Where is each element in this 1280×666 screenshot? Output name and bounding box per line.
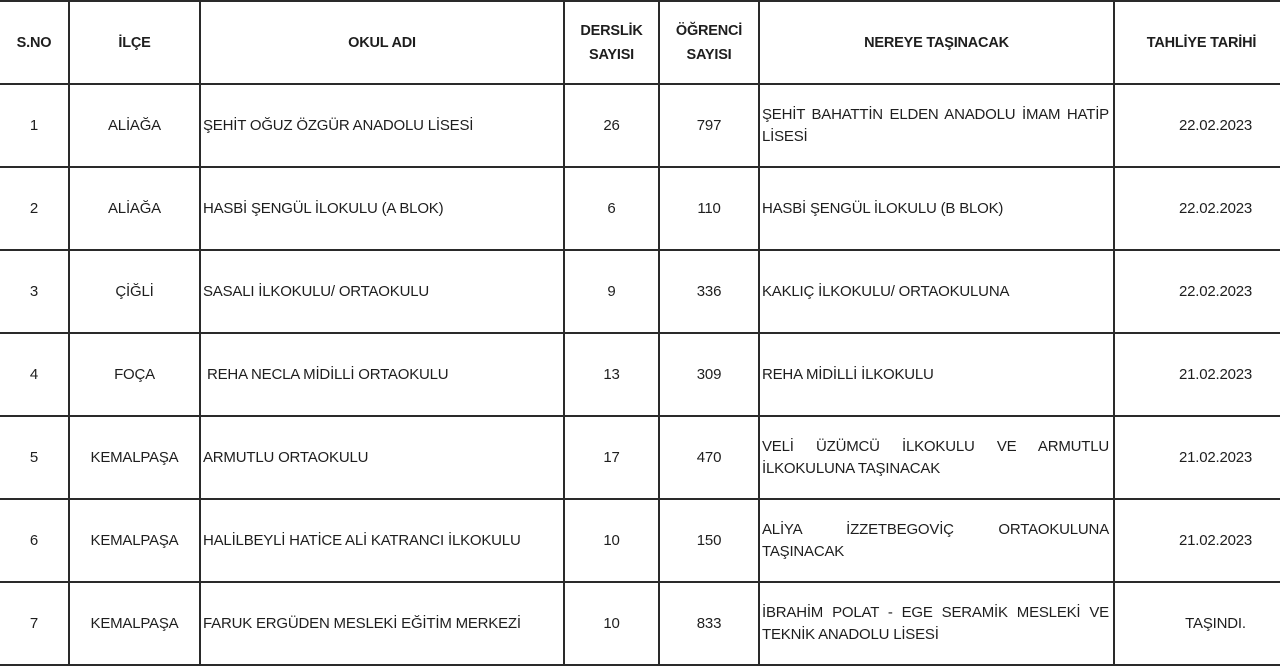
- cell-derslik: 26: [564, 84, 659, 167]
- cell-ogrenci: 470: [659, 416, 759, 499]
- header-nereye-tasinacak: NEREYE TAŞINACAK: [759, 1, 1114, 84]
- header-row: [0, 1, 1280, 84]
- cell-okul-adi: REHA NECLA MİDİLLİ ORTAOKULU: [200, 333, 564, 416]
- cell-nereye: HASBİ ŞENGÜL İLOKULU (B BLOK): [759, 167, 1114, 250]
- cell-okul-adi: HASBİ ŞENGÜL İLOKULU (A BLOK): [200, 167, 564, 250]
- cell-derslik: 17: [564, 416, 659, 499]
- table-row: [0, 582, 1280, 665]
- cell-ogrenci: 150: [659, 499, 759, 582]
- cell-derslik: 10: [564, 582, 659, 665]
- cell-okul-adi: ARMUTLU ORTAOKULU: [200, 416, 564, 499]
- header-ogrenci-line2: SAYISI: [686, 46, 732, 63]
- table-row: [0, 84, 1280, 167]
- table-row: [0, 333, 1280, 416]
- cell-ogrenci: 797: [659, 84, 759, 167]
- cell-okul-adi: ŞEHİT OĞUZ ÖZGÜR ANADOLU LİSESİ: [200, 84, 564, 167]
- cell-nereye: KAKLIÇ İLKOKULU/ ORTAOKULUNA: [759, 250, 1114, 333]
- cell-nereye: ALİYA İZZETBEGOVİÇ ORTAOKULUNA TAŞINACAK: [759, 499, 1114, 582]
- cell-derslik: 13: [564, 333, 659, 416]
- cell-nereye: İBRAHİM POLAT - EGE SERAMİK MESLEKİ VE TEKNİK ANADOLU LİSESİ: [759, 582, 1114, 665]
- cell-okul-adi: HALİLBEYLİ HATİCE ALİ KATRANCI İLKOKULU: [200, 499, 564, 582]
- cell-sno: 1: [0, 84, 69, 167]
- cell-nereye: REHA MİDİLLİ İLKOKULU: [759, 333, 1114, 416]
- cell-derslik: 9: [564, 250, 659, 333]
- cell-nereye: VELİ ÜZÜMCÜ İLKOKULU VE ARMUTLU İLKOKULUNA TAŞINACAK: [759, 416, 1114, 499]
- cell-tahliye: 21.02.2023: [1114, 416, 1280, 499]
- cell-sno: 4: [0, 333, 69, 416]
- cell-derslik: 10: [564, 499, 659, 582]
- header-ilce: İLÇE: [69, 1, 200, 84]
- cell-tahliye: 22.02.2023: [1114, 167, 1280, 250]
- cell-okul-adi: SASALI İLKOKULU/ ORTAOKULU: [200, 250, 564, 333]
- cell-ilce: KEMALPAŞA: [69, 582, 200, 665]
- cell-ilce: ÇİĞLİ: [69, 250, 200, 333]
- cell-sno: 6: [0, 499, 69, 582]
- header-ogrenci-line1: ÖĞRENCİ: [675, 22, 743, 39]
- cell-sno: 5: [0, 416, 69, 499]
- header-derslik-line2: SAYISI: [588, 46, 634, 63]
- header-ogrenci-sayisi: [659, 1, 759, 84]
- cell-tahliye: 21.02.2023: [1114, 333, 1280, 416]
- cell-ogrenci: 336: [659, 250, 759, 333]
- table-row: [0, 167, 1280, 250]
- cell-sno: 3: [0, 250, 69, 333]
- cell-derslik: 6: [564, 167, 659, 250]
- table-row: [0, 499, 1280, 582]
- cell-ilce: KEMALPAŞA: [69, 416, 200, 499]
- cell-ogrenci: 110: [659, 167, 759, 250]
- header-okul-adi: OKUL ADI: [200, 1, 564, 84]
- cell-sno: 2: [0, 167, 69, 250]
- cell-nereye: ŞEHİT BAHATTİN ELDEN ANADOLU İMAM HATİP LİSESİ: [759, 84, 1114, 167]
- header-sno: S.NO: [0, 1, 69, 84]
- header-derslik-line1: DERSLİK: [580, 22, 643, 39]
- cell-tahliye: TAŞINDI.: [1114, 582, 1280, 665]
- cell-ilce: KEMALPAŞA: [69, 499, 200, 582]
- header-tahliye-tarihi: TAHLİYE TARİHİ: [1114, 1, 1280, 84]
- table-row: [0, 250, 1280, 333]
- cell-tahliye: 22.02.2023: [1114, 84, 1280, 167]
- cell-ilce: ALİAĞA: [69, 84, 200, 167]
- cell-sno: 7: [0, 582, 69, 665]
- cell-ilce: ALİAĞA: [69, 167, 200, 250]
- cell-okul-adi: FARUK ERGÜDEN MESLEKİ EĞİTİM MERKEZİ: [200, 582, 564, 665]
- cell-ilce: FOÇA: [69, 333, 200, 416]
- cell-tahliye: 21.02.2023: [1114, 499, 1280, 582]
- cell-ogrenci: 309: [659, 333, 759, 416]
- table-row: [0, 416, 1280, 499]
- header-derslik-sayisi: [564, 1, 659, 84]
- cell-ogrenci: 833: [659, 582, 759, 665]
- cell-tahliye: 22.02.2023: [1114, 250, 1280, 333]
